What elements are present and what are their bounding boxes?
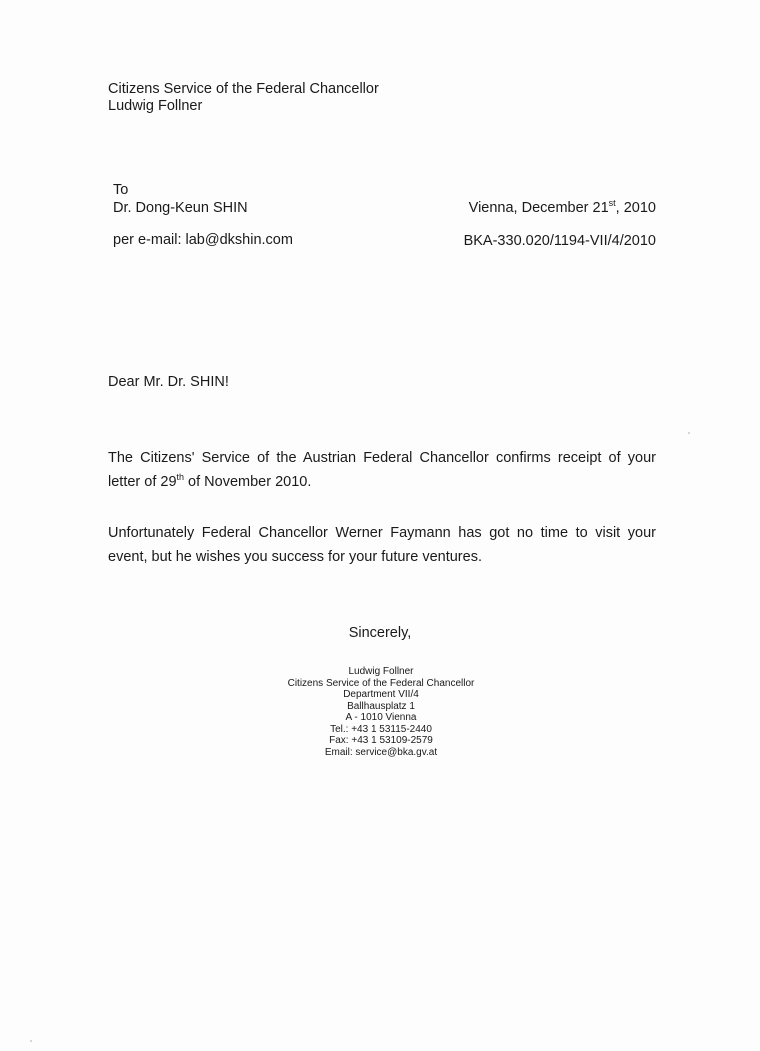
para1-ordinal-suffix: th (176, 472, 185, 483)
closing-text: Sincerely, (348, 625, 412, 641)
para1-start: The Citizens' Service of the Austrian Federal Chancellor confirms receipt of your letter of 29 (108, 450, 656, 490)
date-suffix: , 2010 (615, 200, 656, 216)
signature-name: Ludwig Follner (348, 666, 414, 677)
body-paragraph-1 (108, 446, 656, 494)
letterhead-org: Citizens Service of the Federal Chancellor (108, 81, 379, 97)
signature-org: Citizens Service of the Federal Chancellor (287, 677, 475, 689)
recipient-email-line: per e-mail: lab@dkshin.com (113, 232, 293, 248)
signature-city: A - 1010 Vienna (345, 712, 417, 723)
recipient-name: Dr. Dong-Keun SHIN (113, 200, 248, 216)
signature-block (230, 666, 532, 758)
signature-email: Email: service@bka.gv.at (324, 746, 438, 758)
letterhead (108, 81, 379, 115)
signature-fax: Fax: +43 1 53109-2579 (329, 735, 433, 746)
date-ordinal-suffix: st (608, 198, 616, 209)
reference-number: BKA-330.020/1194-VII/4/2010 (463, 233, 656, 249)
scan-speck (30, 1040, 32, 1042)
closing (0, 625, 760, 641)
letter-date (469, 200, 656, 216)
signature-tel: Tel.: +43 1 53115-2440 (330, 723, 432, 735)
para1-end: of November 2010. (184, 474, 312, 490)
signature-department: Department VII/4 (343, 689, 419, 700)
recipient-to-label: To (113, 182, 129, 198)
recipient-block (113, 181, 248, 217)
letterhead-name: Ludwig Follner (108, 98, 203, 114)
date-prefix: Vienna, December 21 (468, 200, 609, 216)
signature-street: Ballhausplatz 1 (347, 700, 415, 712)
body-paragraph-2: Unfortunately Federal Chancellor Werner Faymann has got no time to visit your event, but he wishes you success for your future ventures. (108, 525, 656, 565)
salutation: Dear Mr. Dr. SHIN! (108, 374, 229, 390)
scan-speck (688, 432, 690, 434)
